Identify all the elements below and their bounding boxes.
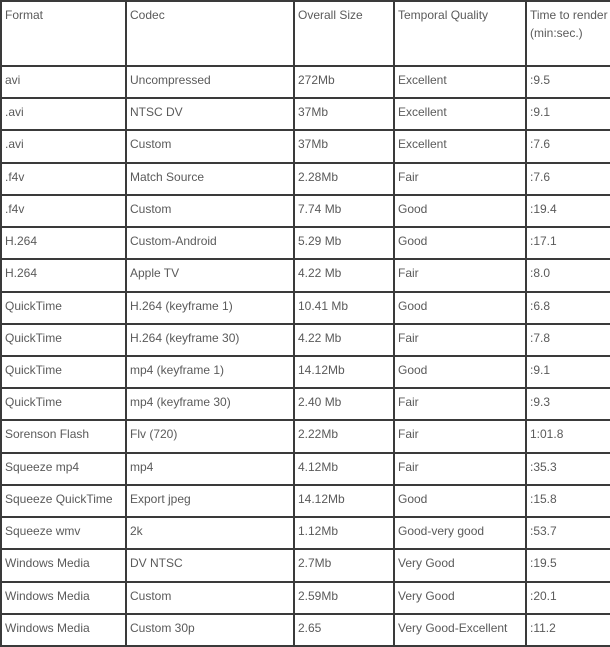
cell-format — [1, 582, 126, 614]
cell-format-value: .avi — [5, 137, 24, 152]
cell-time-to-render — [526, 324, 610, 356]
table-row — [1, 453, 610, 485]
cell-time-to-render-value: :19.4 — [530, 201, 557, 216]
cell-temporal-quality — [394, 614, 526, 646]
cell-overall-size-value: 2.28Mb — [298, 169, 339, 184]
header-codec — [126, 1, 294, 66]
header-temporal-quality — [394, 1, 526, 66]
cell-temporal-quality-value: Good — [398, 298, 428, 313]
cell-temporal-quality-value: Good — [398, 362, 428, 377]
cell-codec — [126, 130, 294, 162]
cell-codec-value: Custom — [130, 137, 172, 152]
table-row — [1, 614, 610, 646]
cell-temporal-quality-value: Fair — [398, 266, 419, 281]
cell-overall-size — [294, 614, 394, 646]
cell-format — [1, 259, 126, 291]
table-row — [1, 163, 610, 195]
cell-format — [1, 614, 126, 646]
cell-codec — [126, 195, 294, 227]
cell-format-value: .avi — [5, 105, 24, 120]
cell-time-to-render — [526, 259, 610, 291]
cell-overall-size — [294, 517, 394, 549]
cell-temporal-quality — [394, 582, 526, 614]
cell-time-to-render — [526, 549, 610, 581]
cell-temporal-quality — [394, 324, 526, 356]
cell-time-to-render — [526, 453, 610, 485]
cell-temporal-quality-value: Fair — [398, 459, 419, 474]
cell-overall-size-value: 10.41 Mb — [298, 298, 349, 313]
cell-temporal-quality-value: Fair — [398, 169, 419, 184]
cell-temporal-quality-value: Fair — [398, 395, 419, 410]
cell-overall-size-value: 2.59Mb — [298, 588, 339, 603]
cell-format-value: QuickTime — [5, 330, 62, 345]
cell-temporal-quality — [394, 292, 526, 324]
cell-overall-size-value: 37Mb — [298, 137, 329, 152]
cell-overall-size-value: 7.74 Mb — [298, 201, 342, 216]
cell-codec-value: H.264 (keyframe 30) — [130, 330, 240, 345]
cell-format-value: QuickTime — [5, 395, 62, 410]
cell-time-to-render-value: :20.1 — [530, 588, 557, 603]
table-row — [1, 549, 610, 581]
cell-format-value: avi — [5, 73, 21, 87]
cell-format — [1, 324, 126, 356]
cell-format-value: Windows Media — [5, 588, 90, 603]
cell-format — [1, 420, 126, 452]
cell-codec-value: Custom-Android — [130, 234, 217, 249]
cell-overall-size — [294, 485, 394, 517]
cell-codec — [126, 227, 294, 259]
cell-format-value: Squeeze mp4 — [5, 459, 80, 474]
table-row — [1, 98, 610, 130]
cell-overall-size-value: 272Mb — [298, 73, 335, 87]
cell-format-value: QuickTime — [5, 298, 62, 313]
cell-temporal-quality-value: Excellent — [398, 105, 447, 120]
cell-codec — [126, 98, 294, 130]
table-row — [1, 356, 610, 388]
cell-overall-size-value: 2.65 — [298, 620, 322, 635]
cell-codec — [126, 292, 294, 324]
cell-time-to-render-value: :35.3 — [530, 459, 557, 474]
cell-format-value: Windows Media — [5, 556, 90, 571]
cell-codec-value: Custom 30p — [130, 620, 195, 635]
cell-codec — [126, 582, 294, 614]
cell-time-to-render — [526, 130, 610, 162]
header-temporal-quality-label: Temporal Quality — [398, 8, 489, 22]
cell-time-to-render-value: :8.0 — [530, 266, 551, 281]
cell-time-to-render-value: :11.2 — [530, 620, 556, 635]
table-row — [1, 388, 610, 420]
cell-time-to-render-value: :9.1 — [530, 362, 551, 377]
cell-overall-size — [294, 66, 394, 98]
table-row — [1, 517, 610, 549]
cell-temporal-quality-value: Good — [398, 234, 428, 249]
cell-temporal-quality-value: Fair — [398, 330, 419, 345]
cell-time-to-render-value: :9.1 — [530, 105, 551, 120]
cell-time-to-render — [526, 227, 610, 259]
cell-overall-size — [294, 388, 394, 420]
cell-overall-size-value: 37Mb — [298, 105, 329, 120]
cell-codec — [126, 66, 294, 98]
cell-format — [1, 130, 126, 162]
header-format — [1, 1, 126, 66]
cell-temporal-quality — [394, 130, 526, 162]
cell-codec — [126, 163, 294, 195]
cell-temporal-quality-value: Excellent — [398, 137, 447, 152]
cell-codec-value: mp4 — [130, 459, 154, 474]
table-row — [1, 292, 610, 324]
cell-overall-size-value: 2.40 Mb — [298, 395, 342, 410]
cell-time-to-render-value: :19.5 — [530, 556, 557, 571]
cell-overall-size — [294, 259, 394, 291]
cell-format — [1, 549, 126, 581]
table-row — [1, 324, 610, 356]
cell-time-to-render — [526, 485, 610, 517]
cell-time-to-render — [526, 66, 610, 98]
cell-format — [1, 98, 126, 130]
table-row — [1, 485, 610, 517]
cell-temporal-quality — [394, 420, 526, 452]
cell-format — [1, 388, 126, 420]
cell-format-value: Windows Media — [5, 620, 90, 635]
header-codec-label: Codec — [130, 8, 165, 22]
cell-overall-size-value: 4.12Mb — [298, 459, 339, 474]
cell-time-to-render-value: :53.7 — [530, 524, 557, 539]
cell-codec — [126, 420, 294, 452]
cell-temporal-quality — [394, 356, 526, 388]
cell-format-value: Squeeze QuickTime — [5, 491, 113, 506]
cell-temporal-quality — [394, 163, 526, 195]
cell-format-value: .f4v — [5, 201, 25, 216]
cell-codec-value: H.264 (keyframe 1) — [130, 298, 233, 313]
header-time-to-render — [526, 1, 610, 66]
cell-format — [1, 356, 126, 388]
cell-codec-value: Export jpeg — [130, 491, 191, 506]
cell-time-to-render-value: :17.1 — [530, 234, 557, 249]
cell-overall-size — [294, 195, 394, 227]
cell-time-to-render — [526, 420, 610, 452]
cell-format-value: Squeeze wmv — [5, 524, 81, 539]
table-row — [1, 259, 610, 291]
cell-overall-size — [294, 582, 394, 614]
cell-time-to-render-value: :9.5 — [530, 73, 551, 87]
cell-time-to-render — [526, 195, 610, 227]
cell-codec-value: Apple TV — [130, 266, 180, 281]
table-row — [1, 66, 610, 98]
cell-time-to-render-value: 1:01.8 — [530, 427, 564, 442]
cell-time-to-render — [526, 292, 610, 324]
cell-temporal-quality — [394, 227, 526, 259]
table-row — [1, 130, 610, 162]
cell-time-to-render-value: :7.6 — [530, 169, 551, 184]
cell-overall-size — [294, 292, 394, 324]
cell-temporal-quality — [394, 98, 526, 130]
cell-overall-size-value: 14.12Mb — [298, 491, 345, 506]
cell-codec — [126, 485, 294, 517]
cell-format — [1, 517, 126, 549]
cell-time-to-render-value: :7.8 — [530, 330, 551, 345]
header-time-to-render-label: Time to render (min:sec.) — [530, 8, 608, 40]
cell-overall-size-value: 4.22 Mb — [298, 266, 342, 281]
cell-codec-value: Custom — [130, 201, 172, 216]
cell-temporal-quality-value: Excellent — [398, 73, 447, 87]
cell-time-to-render-value: :7.6 — [530, 137, 551, 152]
cell-overall-size-value: 1.12Mb — [298, 524, 339, 539]
cell-format — [1, 66, 126, 98]
cell-format-value: H.264 — [5, 234, 38, 249]
cell-time-to-render-value: :15.8 — [530, 491, 557, 506]
cell-overall-size — [294, 98, 394, 130]
cell-time-to-render-value: :9.3 — [530, 395, 551, 410]
cell-temporal-quality — [394, 549, 526, 581]
cell-format — [1, 195, 126, 227]
cell-overall-size — [294, 163, 394, 195]
cell-codec — [126, 614, 294, 646]
cell-codec-value: 2k — [130, 524, 143, 539]
cell-codec-value: NTSC DV — [130, 105, 183, 120]
cell-overall-size — [294, 453, 394, 485]
header-overall-size-label: Overall Size — [298, 8, 363, 22]
cell-temporal-quality-value: Very Good — [398, 556, 455, 571]
cell-overall-size — [294, 549, 394, 581]
cell-format — [1, 292, 126, 324]
cell-codec-value: Match Source — [130, 169, 205, 184]
cell-codec — [126, 356, 294, 388]
cell-format-value: QuickTime — [5, 362, 62, 377]
cell-format-value: .f4v — [5, 169, 25, 184]
header-format-label: Format — [5, 8, 44, 22]
cell-overall-size-value: 14.12Mb — [298, 362, 345, 377]
table-row — [1, 195, 610, 227]
cell-overall-size — [294, 420, 394, 452]
cell-overall-size — [294, 227, 394, 259]
cell-codec — [126, 549, 294, 581]
cell-temporal-quality — [394, 485, 526, 517]
cell-codec — [126, 453, 294, 485]
cell-temporal-quality — [394, 517, 526, 549]
cell-overall-size — [294, 130, 394, 162]
cell-temporal-quality-value: Very Good-Excellent — [398, 620, 508, 635]
table-row — [1, 227, 610, 259]
cell-overall-size-value: 2.22Mb — [298, 427, 339, 442]
cell-overall-size — [294, 356, 394, 388]
cell-codec — [126, 517, 294, 549]
cell-time-to-render — [526, 356, 610, 388]
cell-time-to-render — [526, 517, 610, 549]
table-body — [1, 66, 610, 646]
cell-format — [1, 485, 126, 517]
cell-time-to-render-value: :6.8 — [530, 298, 551, 313]
cell-codec-value: Uncompressed — [130, 73, 211, 87]
header-overall-size — [294, 1, 394, 66]
header-row — [1, 1, 610, 66]
cell-format — [1, 163, 126, 195]
cell-codec-value: Custom — [130, 588, 172, 603]
cell-time-to-render — [526, 98, 610, 130]
cell-temporal-quality-value: Good — [398, 491, 428, 506]
cell-overall-size — [294, 324, 394, 356]
cell-codec — [126, 324, 294, 356]
table-row — [1, 420, 610, 452]
cell-codec-value: mp4 (keyframe 30) — [130, 395, 231, 410]
cell-overall-size-value: 2.7Mb — [298, 556, 332, 571]
cell-temporal-quality — [394, 259, 526, 291]
cell-format — [1, 227, 126, 259]
cell-time-to-render — [526, 582, 610, 614]
cell-temporal-quality-value: Very Good — [398, 588, 455, 603]
cell-codec — [126, 388, 294, 420]
cell-temporal-quality — [394, 195, 526, 227]
cell-codec-value: DV NTSC — [130, 556, 183, 571]
cell-temporal-quality-value: Fair — [398, 427, 419, 442]
cell-overall-size-value: 5.29 Mb — [298, 234, 342, 249]
cell-time-to-render — [526, 163, 610, 195]
cell-codec — [126, 259, 294, 291]
cell-temporal-quality — [394, 388, 526, 420]
table-row — [1, 582, 610, 614]
cell-format-value: H.264 — [5, 266, 38, 281]
cell-overall-size-value: 4.22 Mb — [298, 330, 342, 345]
cell-format — [1, 453, 126, 485]
cell-time-to-render — [526, 388, 610, 420]
cell-temporal-quality — [394, 66, 526, 98]
cell-temporal-quality-value: Good-very good — [398, 524, 485, 539]
cell-temporal-quality-value: Good — [398, 201, 428, 216]
cell-format-value: Sorenson Flash — [5, 427, 90, 442]
cell-time-to-render — [526, 614, 610, 646]
cell-codec-value: mp4 (keyframe 1) — [130, 362, 225, 377]
cell-temporal-quality — [394, 453, 526, 485]
cell-codec-value: Flv (720) — [130, 427, 178, 442]
